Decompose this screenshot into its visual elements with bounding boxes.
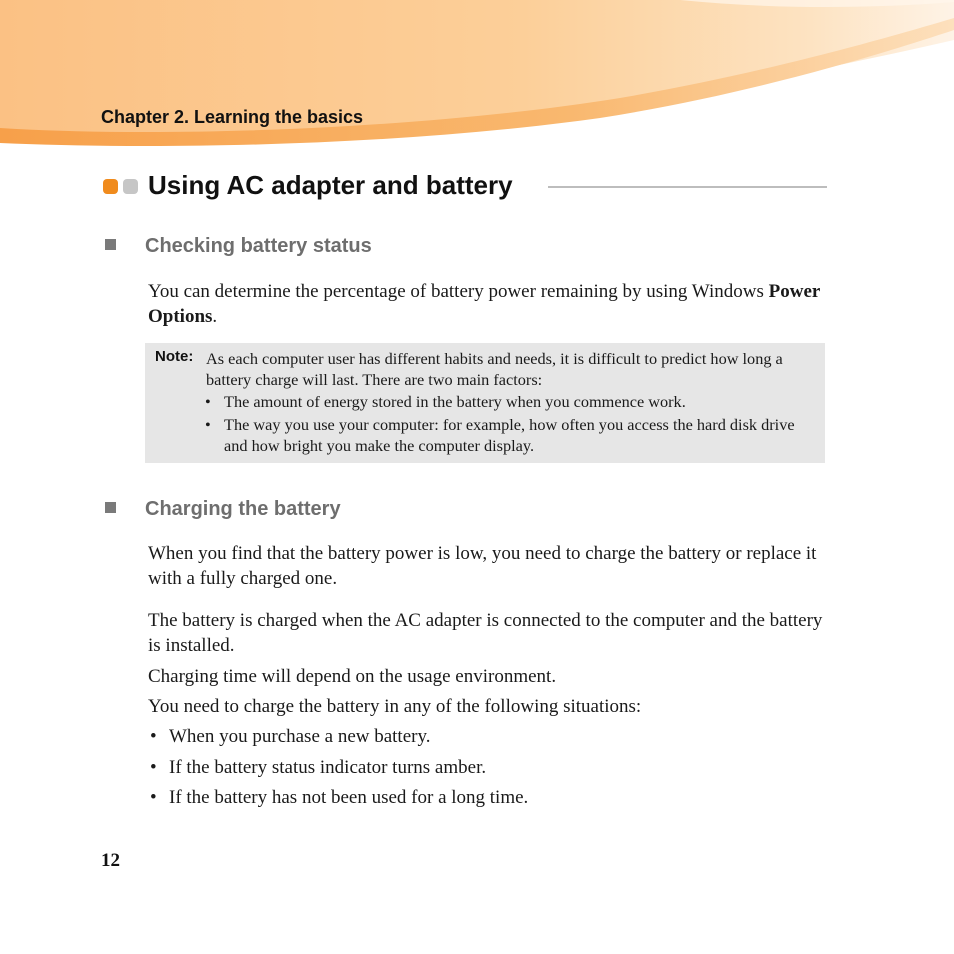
section-title: Using AC adapter and battery: [148, 170, 513, 200]
chapter-title: Chapter 2. Learning the basics: [101, 107, 364, 127]
subheading-charging: [101, 498, 341, 521]
paragraph-text: You can determine the percentage of battery power remaining by using Windows: [148, 281, 769, 302]
square-bullet-icon: [105, 239, 116, 250]
note-body: As each computer user has different habits and needs, it is difficult to predict how long a battery charge will last. There are two main factors:: [206, 349, 783, 389]
subheading-text: Checking battery status: [145, 235, 372, 257]
note-bullet-item: • The amount of energy stored in the battery when you commence work.: [203, 391, 818, 412]
list-item: • If the battery has not been used for a long time.: [148, 785, 528, 816]
note-box: [145, 343, 825, 463]
charging-paragraph-3: Charging time will depend on the usage environment.: [148, 666, 557, 687]
section-title-row: [101, 170, 827, 204]
gray-square-icon: [123, 179, 138, 194]
note-text: [206, 348, 818, 390]
title-divider: [548, 186, 827, 188]
note-bullet-item: • The way you use your computer: for example, how often you access the hard disk drive and how bright you make the computer display.: [203, 414, 818, 456]
power-options-term: Power Options: [148, 281, 820, 327]
note-label: Note:: [155, 348, 194, 365]
charging-situations-list: [148, 724, 528, 816]
charging-paragraph-4: You need to charge the battery in any of the following situations:: [148, 696, 642, 717]
charging-paragraph-1: When you find that the battery power is low, you need to charge the battery or replace it with a fully charged one.: [148, 543, 817, 589]
subheading-battery-status: [101, 235, 372, 258]
battery-status-paragraph: [148, 279, 828, 329]
square-bullet-icon: [105, 502, 116, 513]
subheading-text: Charging the battery: [145, 498, 341, 520]
page-number: 12: [101, 850, 120, 871]
list-item: • When you purchase a new battery.: [148, 724, 528, 755]
list-item: • If the battery status indicator turns amber.: [148, 755, 528, 786]
charging-paragraph-2: The battery is charged when the AC adapter is connected to the computer and the battery is installed.: [148, 610, 823, 656]
orange-square-icon: [103, 179, 118, 194]
paragraph-text-end: .: [212, 306, 218, 327]
note-bullet-list: [203, 391, 818, 458]
